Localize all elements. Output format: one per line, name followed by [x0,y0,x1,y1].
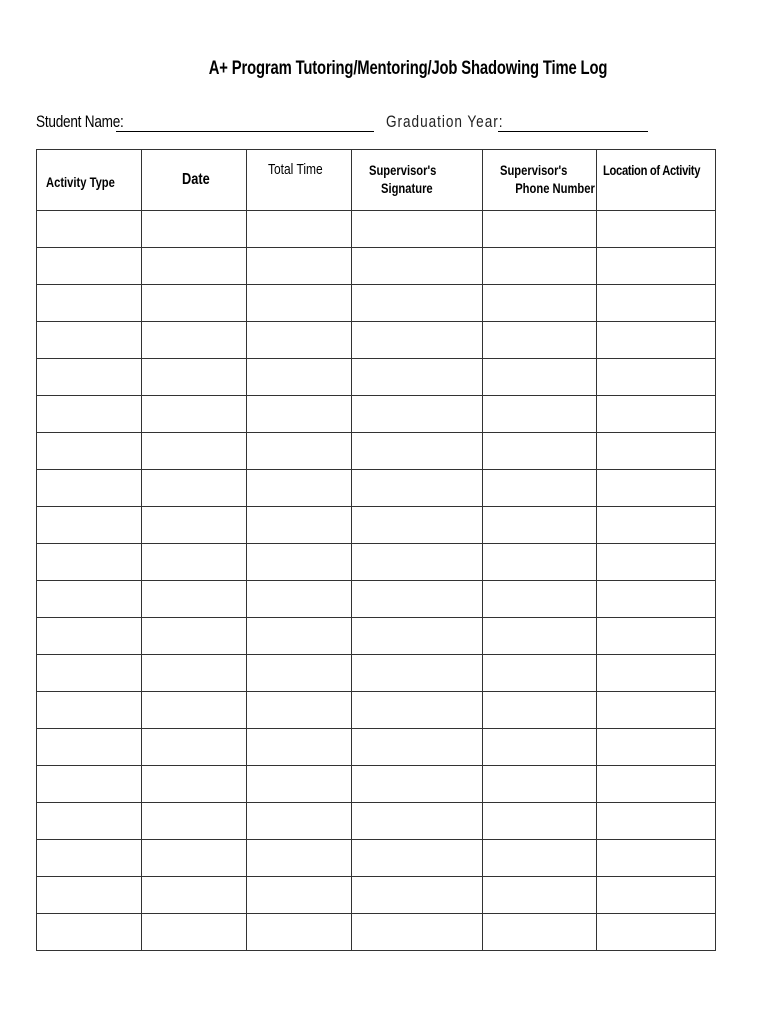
table-cell[interactable] [37,248,142,285]
table-row [37,248,716,285]
table-row [37,396,716,433]
table-cell[interactable] [37,507,142,544]
table-cell[interactable] [37,211,142,248]
table-cell[interactable] [483,544,597,581]
table-cell[interactable] [352,581,483,618]
table-cell[interactable] [597,803,716,840]
table-cell[interactable] [247,248,352,285]
table-row [37,803,716,840]
table-cell[interactable] [483,729,597,766]
table-cell[interactable] [352,840,483,877]
table-cell[interactable] [483,803,597,840]
table-cell[interactable] [483,766,597,803]
table-cell[interactable] [597,359,716,396]
table-row [37,581,716,618]
table-cell[interactable] [483,322,597,359]
table-cell[interactable] [597,877,716,914]
table-cell[interactable] [142,285,247,322]
table-row [37,285,716,322]
header-label: Location of Activity [603,162,701,178]
table-cell[interactable] [142,914,247,951]
table-row [37,692,716,729]
student-name-field[interactable] [116,131,374,132]
table-cell[interactable] [142,211,247,248]
column-header-date [142,150,247,211]
header-label: Activity Type [46,174,115,190]
table-cell[interactable] [142,544,247,581]
table-cell[interactable] [352,803,483,840]
table-cell[interactable] [352,618,483,655]
table-cell[interactable] [142,359,247,396]
table-cell[interactable] [247,803,352,840]
table-cell[interactable] [597,914,716,951]
table-cell[interactable] [597,396,716,433]
table-cell[interactable] [352,470,483,507]
table-cell[interactable] [142,692,247,729]
table-cell[interactable] [247,655,352,692]
table-cell[interactable] [142,581,247,618]
table-cell[interactable] [37,840,142,877]
header-label: Date [182,171,210,188]
page-title: A+ Program Tutoring/Mentoring/Job Shadowing Time Log [208,58,608,79]
table-cell[interactable] [483,840,597,877]
table-cell[interactable] [247,914,352,951]
table-cell[interactable] [142,655,247,692]
table-cell[interactable] [483,914,597,951]
header-label: Total Time [268,161,323,178]
table-cell[interactable] [352,766,483,803]
table-cell[interactable] [37,433,142,470]
graduation-year-label: Graduation Year: [386,112,504,131]
table-cell[interactable] [142,248,247,285]
table-row [37,470,716,507]
table-body [37,211,716,951]
table-cell[interactable] [483,433,597,470]
table-cell[interactable] [483,877,597,914]
table-cell[interactable] [37,877,142,914]
table-cell[interactable] [483,655,597,692]
header-label: Supervisor's [369,162,437,178]
table-cell[interactable] [597,766,716,803]
table-row [37,618,716,655]
table-cell[interactable] [37,914,142,951]
table-cell[interactable] [352,396,483,433]
table-cell[interactable] [247,692,352,729]
table-cell[interactable] [483,285,597,322]
table-row [37,211,716,248]
table-cell[interactable] [597,692,716,729]
table-row [37,914,716,951]
table-cell[interactable] [352,655,483,692]
table-cell[interactable] [597,581,716,618]
table-cell[interactable] [37,396,142,433]
table-cell[interactable] [352,877,483,914]
table-cell[interactable] [597,544,716,581]
table-cell[interactable] [483,470,597,507]
table-row [37,359,716,396]
table-cell[interactable] [247,729,352,766]
column-header-total-time [247,150,352,211]
table-row [37,655,716,692]
table-cell[interactable] [247,544,352,581]
table-cell[interactable] [247,470,352,507]
table-cell[interactable] [597,211,716,248]
table-cell[interactable] [142,322,247,359]
table-cell[interactable] [597,285,716,322]
table-cell[interactable] [142,470,247,507]
student-name-label: Student Name: [36,112,124,131]
table-cell[interactable] [597,507,716,544]
column-header-location [597,150,716,211]
table-cell[interactable] [37,544,142,581]
table-row [37,877,716,914]
table-cell[interactable] [247,433,352,470]
table-cell[interactable] [483,396,597,433]
table-cell[interactable] [483,507,597,544]
table-cell[interactable] [247,285,352,322]
table-row [37,544,716,581]
time-log-table [36,149,716,951]
table-cell[interactable] [352,433,483,470]
table-cell[interactable] [142,766,247,803]
table-cell[interactable] [597,248,716,285]
table-cell[interactable] [247,359,352,396]
header-label-line2: Phone Number [515,180,595,196]
table-cell[interactable] [352,544,483,581]
table-cell[interactable] [483,359,597,396]
table-cell[interactable] [142,507,247,544]
table-cell[interactable] [142,877,247,914]
table-cell[interactable] [247,877,352,914]
table-cell[interactable] [247,211,352,248]
table-cell[interactable] [142,396,247,433]
table-cell[interactable] [352,322,483,359]
table-cell[interactable] [597,433,716,470]
header-label-line2: Signature [381,180,433,196]
table-cell[interactable] [142,618,247,655]
table-cell[interactable] [597,322,716,359]
table-cell[interactable] [37,322,142,359]
table-cell[interactable] [247,618,352,655]
table-cell[interactable] [247,507,352,544]
header-label: Supervisor's [500,162,568,178]
table-cell[interactable] [483,618,597,655]
table-row [37,766,716,803]
table-cell[interactable] [483,581,597,618]
graduation-year-field[interactable] [498,131,648,132]
table-row [37,433,716,470]
table-cell[interactable] [352,914,483,951]
table-row [37,729,716,766]
table-row [37,322,716,359]
table-row [37,507,716,544]
table-cell[interactable] [37,618,142,655]
table-cell[interactable] [352,692,483,729]
table-cell[interactable] [37,470,142,507]
table-cell[interactable] [37,359,142,396]
table-cell[interactable] [142,803,247,840]
column-header-supervisor-phone [483,150,597,211]
table-cell[interactable] [142,729,247,766]
table-cell[interactable] [597,840,716,877]
table-cell[interactable] [352,729,483,766]
table-cell[interactable] [483,692,597,729]
column-header-supervisor-signature [352,150,483,211]
table-cell[interactable] [597,470,716,507]
table-cell[interactable] [352,285,483,322]
table-cell[interactable] [597,729,716,766]
table-cell[interactable] [37,655,142,692]
table-cell[interactable] [37,581,142,618]
column-header-activity-type [37,150,142,211]
table-cell[interactable] [247,840,352,877]
table-cell[interactable] [597,655,716,692]
table-cell[interactable] [597,618,716,655]
table-cell[interactable] [37,766,142,803]
table-cell[interactable] [142,840,247,877]
table-cell[interactable] [483,248,597,285]
table-cell[interactable] [352,359,483,396]
table-cell[interactable] [247,766,352,803]
table-cell[interactable] [483,211,597,248]
table-cell[interactable] [37,729,142,766]
table-cell[interactable] [247,581,352,618]
table-cell[interactable] [247,322,352,359]
table-cell[interactable] [247,396,352,433]
table-cell[interactable] [37,803,142,840]
table-cell[interactable] [37,285,142,322]
table-row [37,840,716,877]
table-cell[interactable] [37,692,142,729]
table-cell[interactable] [142,433,247,470]
table-header-row [37,150,716,211]
table-cell[interactable] [352,248,483,285]
table-cell[interactable] [352,211,483,248]
table-cell[interactable] [352,507,483,544]
